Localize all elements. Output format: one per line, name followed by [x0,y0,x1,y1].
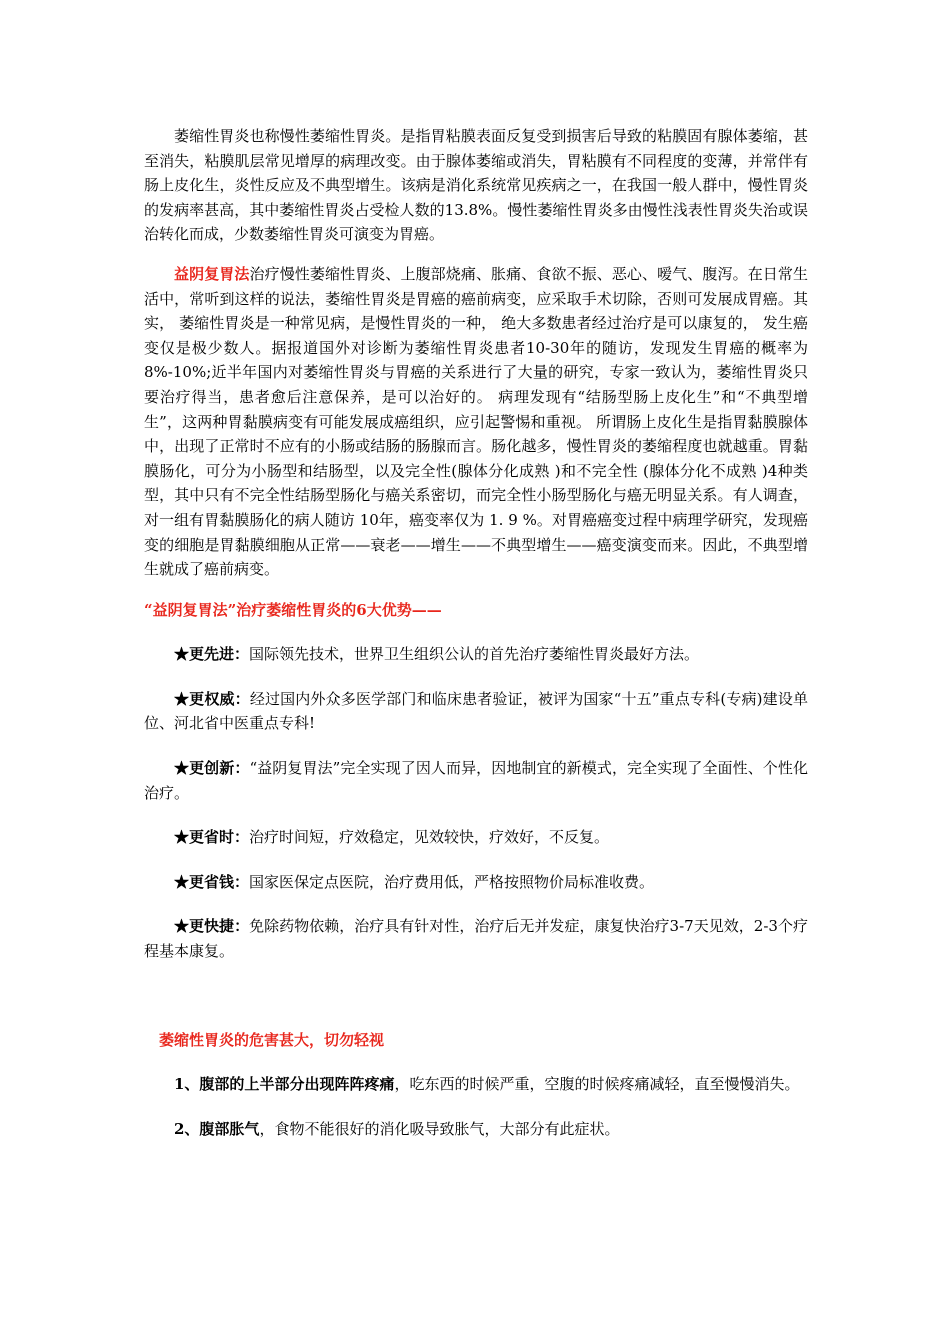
symptom-label: 1、腹部的上半部分出现阵阵疼痛 [174,1075,395,1094]
section-spacer [144,984,808,1028]
advantage-label: ★更省钱： [174,872,250,891]
symptom-text: ，吃东西的时候严重，空腹的时候疼痛减轻，直至慢慢消失。 [394,1075,800,1094]
advantages-heading: “益阴复胃法”治疗萎缩性胃炎的6大优势—— [144,600,442,619]
advantage-text: 经过国内外众多医学部门和临床患者验证，被评为国家“十五”重点专科(专病)建设单位、河北省中医重点专科! [144,689,808,733]
advantage-label: ★更快捷： [174,917,250,936]
method-paragraph [144,262,808,582]
advantage-item [144,642,808,667]
advantage-item [144,870,808,895]
advantage-item [144,756,808,805]
advantage-text: 国际领先技术，世界卫生组织公认的首先治疗萎缩性胃炎最好方法。 [249,645,700,664]
symptom-label: 2、腹部胀气 [174,1119,260,1138]
document-page [144,124,808,1161]
advantage-label: ★更先进： [174,645,250,664]
advantage-item [144,687,808,736]
advantage-text: 免除药物依赖，治疗具有针对性，治疗后无并发症，康复快治疗3-7天见效，2-3个疗程基本康复。 [144,917,808,961]
advantage-text: “益阴复胃法”完全实现了因人而异，因地制宜的新模式，完全实现了全面性、个性化治疗。 [144,759,808,802]
advantage-label: ★更创新： [174,759,250,778]
symptom-item [144,1117,808,1142]
advantage-item [144,825,808,850]
harm-heading: 萎缩性胃炎的危害甚大，切勿轻视 [159,1030,385,1049]
advantage-label: ★更省时： [174,828,250,847]
method-body: 治疗慢性萎缩性胃炎、上腹部烧痛、胀痛、食欲不振、恶心、嗳气、腹泻。在日常生活中，常听到这样的说法，萎缩性胃炎是胃癌的癌前病变，应采取手术切除，否则可发展成胃癌。其实， 萎缩性胃炎是一种常见病，是慢性胃炎的一种， 绝大多数患者经过治疗是可以康复的， 发生癌变仅是极少数人。据报道国外对诊断为萎缩性胃炎患者10-30年的随访，发现发生胃癌的概率为8%-10%;近半年国内对萎缩性胃炎与胃癌的关系进行了大量的研究，专家一致认为，萎缩性胃炎只要治疗得当，患者愈后注意保养，是可以治好的。 病理发现有“结肠型肠上皮化生”和“不典型增生”，这两种胃黏膜病变有可能发展成癌组织，应引起警惕和重视。 所谓肠上皮化生是指胃黏膜腺体中，出现了正常时不应有的小肠或结肠的肠腺而言。肠化越多，慢性胃炎的萎缩程度也就越重。胃黏膜肠化，可分为小肠型和结肠型，以及完全性(腺体分化成熟 )和不完全性 (腺体分化不成熟 )4种类型，其中只有不完全性结肠型肠化与癌关系密切，而完全性小肠型肠化与癌无明显关系。有人调查，对一组有胃黏膜肠化的病人随访 10年，癌变率仅为 1. 9 %。对胃癌癌变过程中病理学研究，发现癌变的细胞是胃黏膜细胞从正常——衰老——增生——不典型增生——癌变演变而来。因此，不典型增生就成了癌前病变。 [144,264,808,579]
advantage-label: ★更权威： [174,689,250,708]
symptom-item [144,1072,808,1097]
advantage-text: 国家医保定点医院，治疗费用低，严格按照物价局标准收费。 [249,872,655,891]
advantage-text: 治疗时间短，疗效稳定，见效较快，疗效好，不反复。 [249,828,610,847]
intro-paragraph: 萎缩性胃炎也称慢性萎缩性胃炎。是指胃粘膜表面反复受到损害后导致的粘膜固有腺体萎缩，甚至消失，粘膜肌层常见增厚的病理改变。由于腺体萎缩或消失，胃粘膜有不同程度的变薄，并常伴有肠上皮化生，炎性反应及不典型增生。该病是消化系统常见疾病之一，在我国一般人群中，慢性胃炎的发病率甚高，其中萎缩性胃炎占受检人数的13.8%。慢性萎缩性胃炎多由慢性浅表性胃炎失治或误治转化而成，少数萎缩性胃炎可演变为胃癌。 [144,127,808,244]
symptom-text: ，食物不能很好的消化吸导致胀气，大部分有此症状。 [259,1119,620,1138]
advantage-item [144,914,808,963]
method-name: 益阴复胃法 [174,264,250,283]
